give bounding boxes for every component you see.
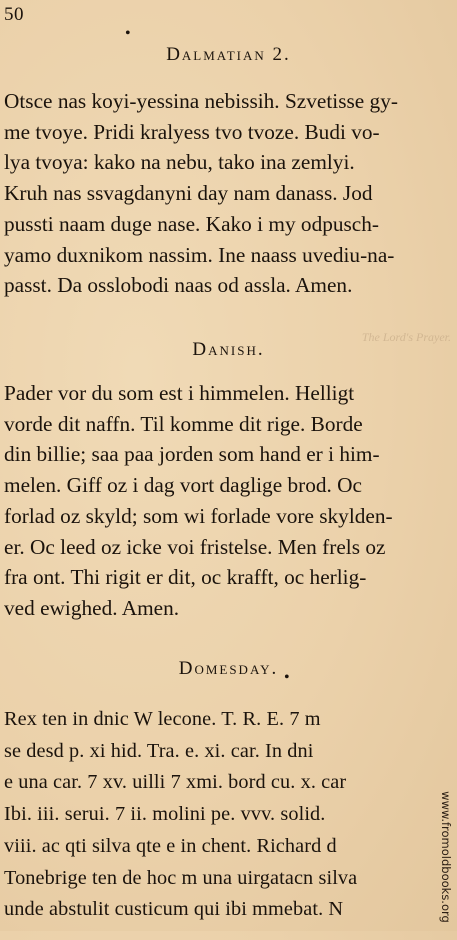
text-line: melen. Giff oz i dag vort daglige brod. Oc: [4, 473, 363, 498]
text-line: pussti naam duge nase. Kako i my odpusch-: [4, 211, 379, 236]
section-heading-domesday: Domesday.: [178, 658, 279, 679]
text-line: yamo duxnikom nassim. Ine naass uvediu-na-: [4, 242, 395, 267]
bullet-mark: •: [284, 669, 290, 686]
text-line: me tvoye. Pridi kralyess tvo tvoze. Budi vo-: [4, 119, 380, 144]
paragraph-domesday: [4, 704, 357, 926]
side-credit: [431, 790, 457, 940]
side-credit-text: www.fromoldbooks.org: [439, 791, 453, 923]
text-line: e una car. 7 xv. uilli 7 xmi. bord cu. x. car: [4, 771, 347, 794]
text-line: unde abstulit custicum qui ibi mmebat. N: [4, 898, 344, 921]
text-line: lya tvoya: kako na nebu, tako ina zemlyi.: [4, 150, 355, 175]
text-line: er. Oc leed oz icke voi fristelse. Men frels oz: [4, 534, 386, 559]
paragraph-dalmatian: [4, 86, 398, 301]
text-line: Tonebrige ten de hoc m una uirgatacn silva: [4, 866, 358, 889]
faint-showthrough: The Lord's Prayer.: [361, 330, 451, 344]
text-line: Otsce nas koyi-yessina nebissih. Szvetisse gy-: [4, 89, 398, 113]
text-line: fra ont. Thi rigit er dit, oc krafft, oc herlig-: [4, 565, 367, 590]
text-line: Pader vor du som est i himmelen. Helligt: [4, 381, 355, 405]
text-line: Ibi. iii. serui. 7 ii. molini pe. vvv. solid.: [4, 803, 326, 826]
page-number: 50: [4, 4, 24, 25]
text-line: ved ewighed. Amen.: [4, 595, 180, 620]
text-line: se desd p. xi hid. Tra. e. xi. car. In dni: [4, 739, 314, 762]
bullet-mark: •: [125, 25, 131, 42]
paragraph-danish: [4, 353, 393, 624]
text-line: din billie; saa paa jorden som hand er i him-: [4, 442, 380, 467]
text-line: Rex ten in dnic W lecone. T. R. E. 7 m: [4, 708, 321, 730]
text-line: passt. Da osslobodi naas od assla. Amen.: [4, 273, 353, 298]
text-line: Kruh nas ssvagdanyni day nam danass. Jod: [4, 181, 373, 206]
text-line: viii. ac qti silva qte e in chent. Richard d: [4, 834, 337, 857]
section-heading-dalmatian: Dalmatian 2.: [166, 44, 291, 65]
section-heading-danish: Danish.: [192, 339, 265, 360]
text-line: vorde dit naffn. Til komme dit rige. Borde: [4, 411, 363, 436]
text-line: forlad oz skyld; som wi forlade vore skylden-: [4, 503, 393, 528]
